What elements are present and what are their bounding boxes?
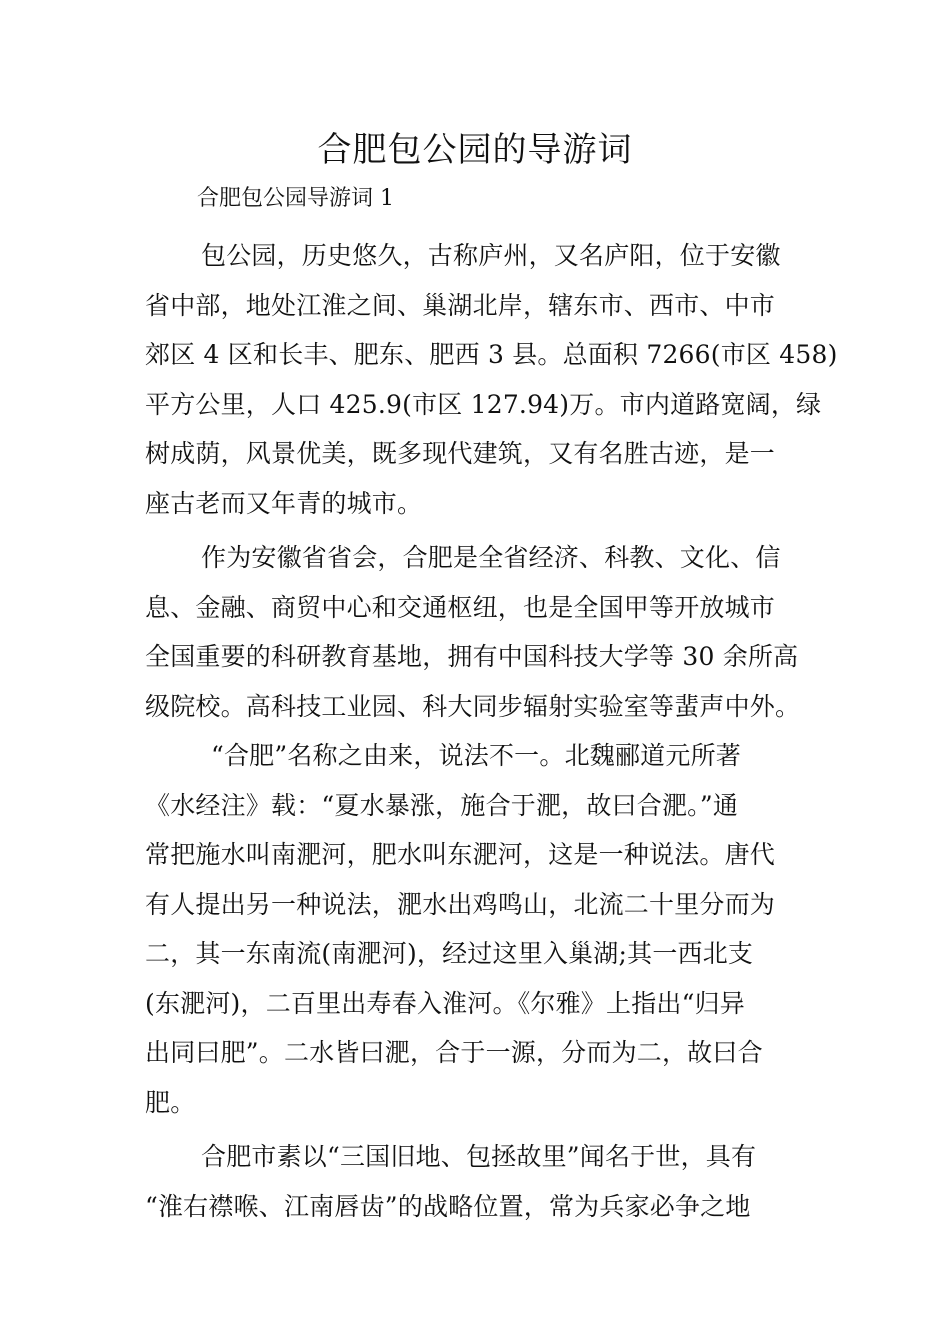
text-line: 《水经注》载：“夏水暴涨，施合于淝，故曰合淝。”通 (145, 790, 739, 820)
text-line: “合肥”名称之由来，说法不一。北魏郦道元所著 (211, 741, 741, 770)
text-line: 省中部，地处江淮之间、巢湖北岸，辖东市、西市、中市 (145, 290, 776, 320)
paragraph (145, 231, 838, 528)
text-line: 平方公里，人口 425.9(市区 127.94)万。市内道路宽阔，绿 (145, 389, 822, 419)
text-line: 郊区 4 区和长丰、肥东、肥西 3 县。总面积 7266(市区 458) (145, 340, 838, 369)
text-line: 座古老而又年青的城市。 (145, 488, 423, 518)
text-line: 作为安徽省省会，合肥是全省经济、科教、文化、信 (201, 543, 781, 572)
text-line: 息、金融、商贸中心和交通枢纽，也是全国甲等开放城市 (145, 592, 776, 622)
text-line: 有人提出另一种说法，淝水出鸡鸣山，北流二十里分而为 (145, 889, 776, 919)
page-title: 合肥包公园的导游词 (317, 130, 633, 170)
text-line: (东淝河)，二百里出寿春入淮河。《尔雅》上指出“归异 (145, 988, 745, 1018)
text-line: 树成荫，风景优美，既多现代建筑，又有名胜古迹，是一 (145, 439, 776, 468)
text-line: 二，其一东南流(南淝河)，经过这里入巢湖;其一西北支 (145, 939, 754, 968)
text-line: 常把施水叫南淝河，肥水叫东淝河，这是一种说法。唐代 (145, 840, 776, 869)
text-line: 全国重要的科研教育基地，拥有中国科技大学等 30 余所高 (145, 642, 799, 671)
paragraph (145, 731, 805, 1127)
document-subtitle: 合肥包公园导游词 1 (197, 186, 394, 211)
paragraph (145, 533, 805, 731)
text-line: 级院校。高科技工业园、科大同步辐射实验室等蜚声中外。 (145, 691, 801, 721)
text-line: 出同曰肥”。二水皆曰淝，合于一源，分而为二，故曰合 (145, 1038, 763, 1067)
paragraph (145, 1132, 805, 1231)
text-line: 合肥市素以“三国旧地、包拯故里”闻名于世，具有 (201, 1142, 757, 1171)
text-line: 肥。 (145, 1087, 196, 1117)
document-body (145, 231, 838, 1231)
text-line: “淮右襟喉、江南唇齿”的战略位置，常为兵家必争之地 (145, 1191, 751, 1221)
text-line: 包公园，历史悠久，古称庐州，又名庐阳，位于安徽 (201, 241, 781, 270)
